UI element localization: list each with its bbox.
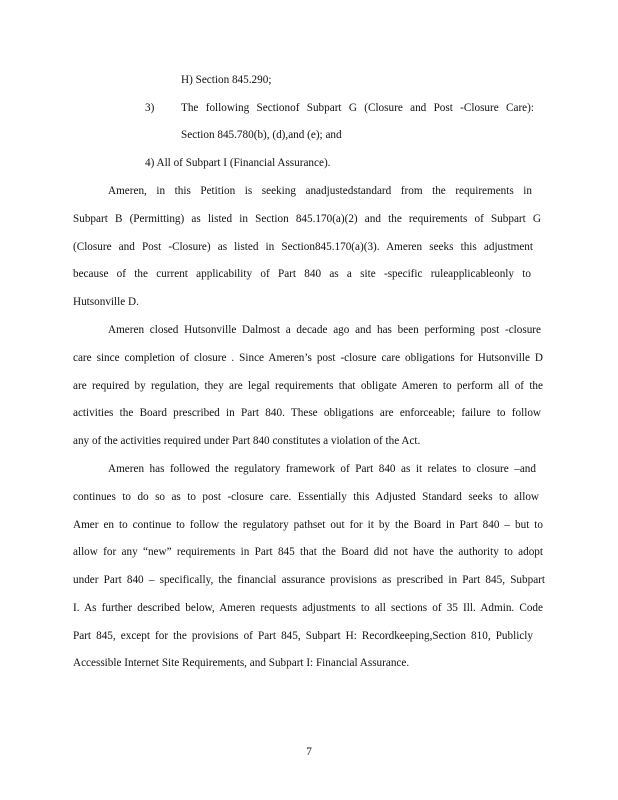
paragraph-3-line-3: Amer en to continue to follow the regulatory pathset out for it by the Board in Part 840 – but to [73,519,543,531]
paragraph-3-line-5: under Part 840 – specifically, the financial assurance provisions as prescribed in Part 845, Subpart [73,574,545,586]
paragraph-3-line-4: allow for any “new” requirements in Part 845 that the Board did not have the authority to adopt [73,546,543,558]
paragraph-1-line-3: (Closure and Post -Closure) as listed in Section845.170(a)(3). Ameren seeks this adjustment [73,241,533,253]
paragraph-3-line-7: Part 845, except for the provisions of Part 845, Subpart H: Recordkeeping,Section 810, Publicly [73,630,533,642]
paragraph-2-line-4: activities the Board prescribed in Part 840. These obligations are enforceable; failure to follow [73,407,541,419]
paragraph-1-line-2: Subpart B (Permitting) as listed in Section 845.170(a)(2) and the requirements of Subpart G [73,213,541,225]
page-number: 7 [306,746,312,758]
paragraph-3-line-8: Accessible Internet Site Requirements, and Subpart I: Financial Assurance. [73,657,410,669]
paragraph-1-line-5: Hutsonville D. [73,296,139,308]
paragraph-2-line-3: are required by regulation, they are legal requirements that obligate Ameren to perform all of the [73,380,543,392]
list-item-h: H) Section 845.290; [181,74,272,86]
list-item-4: 4) All of Subpart I (Financial Assurance). [145,157,331,169]
list-item-3-line-2: Section 845.780(b), (d),and (e); and [181,129,342,141]
paragraph-1-line-4: because of the current applicability of Part 840 as a site -specific ruleapplicableonly to [73,268,531,280]
paragraph-2-line-1: Ameren closed Hutsonville Dalmost a decade ago and has been performing post -closure [108,324,541,336]
paragraph-2-line-2: care since completion of closure . Since Ameren’s post -closure care obligations for Hutsonville D [73,352,543,364]
list-item-3-number: 3) [145,102,155,114]
list-item-3-line-1: The following Sectionof Subpart G (Closure and Post -Closure Care): [181,102,534,114]
paragraph-2-line-5: any of the activities required under Part 840 constitutes a violation of the Act. [73,435,421,447]
paragraph-1-line-1: Ameren, in this Petition is seeking anadjustedstandard from the requirements in [108,185,532,197]
paragraph-3-line-1: Ameren has followed the regulatory framework of Part 840 as it relates to closure –and [108,463,536,475]
paragraph-3-line-2: continues to do so as to post -closure care. Essentially this Adjusted Standard seeks to allow [73,491,539,503]
paragraph-3-line-6: I. As further described below, Ameren requests adjustments to all sections of 35 Ill. Admin. Code [73,602,543,614]
